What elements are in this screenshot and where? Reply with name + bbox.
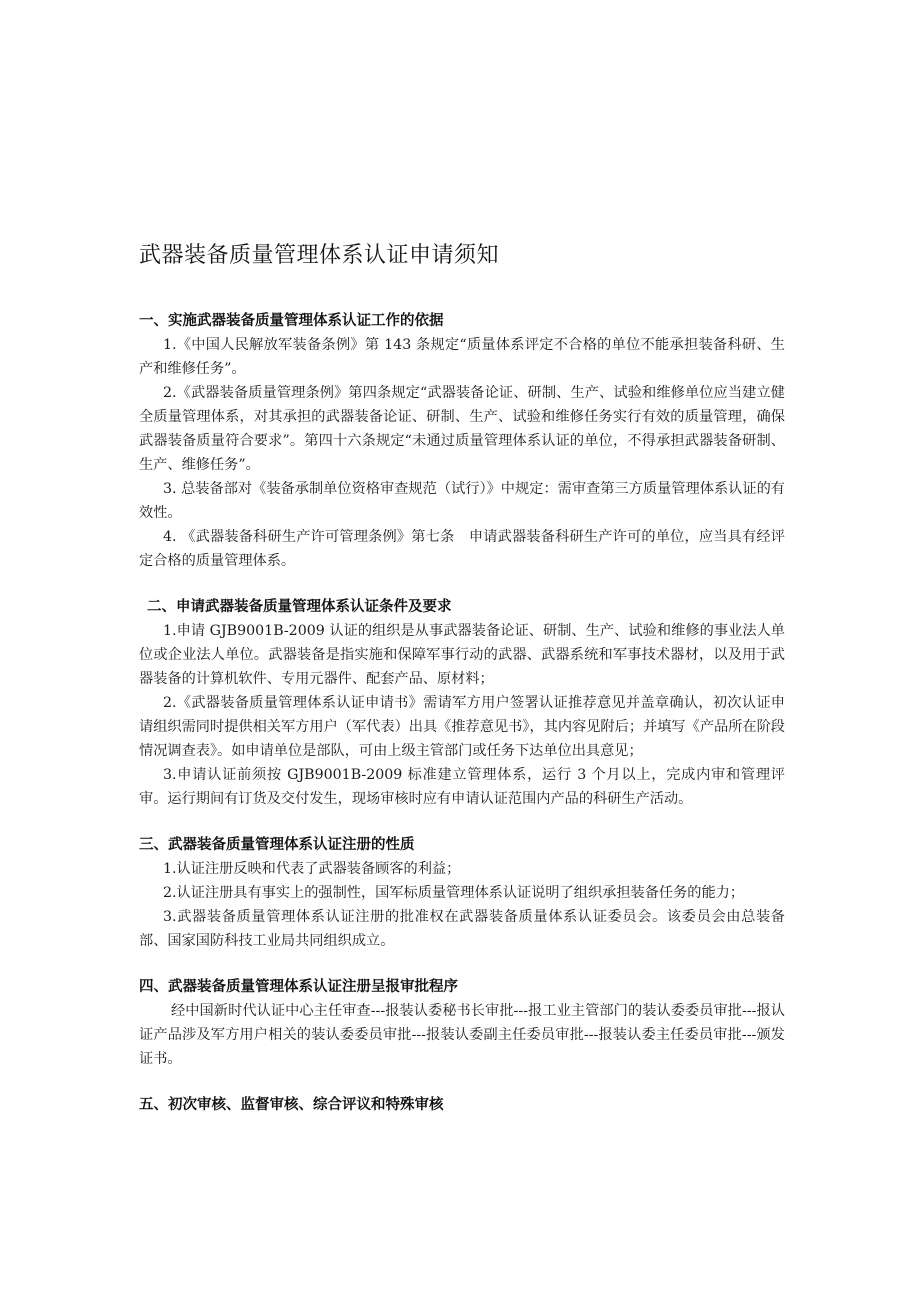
document-body: [139, 238, 785, 1139]
paragraph: 2.《武器装备质量管理体系认证申请书》需请军方用户签署认证推荐意见并盖章确认，初次认证申请组织需同时提供相关军方用户（军代表）出具《推荐意见书》，其内容见附后；并填写《产品所在阶段情况调查表》。如申请单位是部队，可由上级主管部门或任务下达单位出具意见；: [139, 695, 785, 759]
section-heading: 五、初次审核、监督审核、综合评议和特殊审核: [139, 1097, 444, 1113]
section-conditions: [139, 595, 785, 811]
paragraph: 3.武器装备质量管理体系认证注册的批准权在武器装备质量体系认证委员会。该委员会由总装备部、国家国防科技工业局共同组织成立。: [139, 909, 785, 949]
paragraph: 2.《武器装备质量管理条例》第四条规定“武器装备论证、研制、生产、试验和维修单位应当建立健全质量管理体系，对其承担的武器装备论证、研制、生产、试验和维修任务实行有效的质量管理，确保武器装备质量符合要求”。第四十六条规定“未通过质量管理体系认证的单位，不得承担武器装备研制、生产、维修任务”。: [139, 385, 785, 473]
paragraph: 4. 《武器装备科研生产许可管理条例》第七条 申请武器装备科研生产许可的单位，应当具有经评定合格的质量管理体系。: [139, 529, 785, 569]
paragraph: 1.《中国人民解放军装备条例》第 143 条规定“质量体系评定不合格的单位不能承担装备科研、生产和维修任务”。: [139, 337, 785, 377]
paragraph: 经中国新时代认证中心主任审查---报装认委秘书长审批---报工业主管部门的装认委委员审批---报认证产品涉及军方用户相关的装认委委员审批---报装认委副主任委员审批---报装认委主任委员审批---颁发证书。: [139, 1003, 785, 1067]
document-title: 武器装备质量管理体系认证申请须知: [139, 243, 500, 268]
section-approval-procedure: [139, 975, 785, 1071]
paragraph: 3.申请认证前须按 GJB9001B-2009 标准建立管理体系，运行 3 个月以上，完成内审和管理评审。运行期间有订货及交付发生，现场审核时应有申请认证范围内产品的科研生产活动。: [139, 767, 785, 807]
section-heading: 三、武器装备质量管理体系认证注册的性质: [139, 837, 415, 853]
paragraph: 1.申请 GJB9001B-2009 认证的组织是从事武器装备论证、研制、生产、试验和维修的事业法人单位或企业法人单位。武器装备是指实施和保障军事行动的武器、武器系统和军事技术器材，以及用于武器装备的计算机软件、专用元器件、配套产品、原材料；: [139, 623, 785, 687]
paragraph: 2.认证注册具有事实上的强制性，国军标质量管理体系认证说明了组织承担装备任务的能力；: [163, 885, 745, 901]
section-heading: 二、申请武器装备质量管理体系认证条件及要求: [147, 599, 452, 615]
section-audits: [139, 1093, 785, 1117]
section-heading: 一、实施武器装备质量管理体系认证工作的依据: [139, 313, 444, 329]
section-nature: [139, 833, 785, 953]
section-heading: 四、武器装备质量管理体系认证注册呈报审批程序: [139, 979, 458, 995]
section-basis: [139, 309, 785, 573]
paragraph: 3. 总装备部对《装备承制单位资格审查规范（试行）》中规定：需审查第三方质量管理体系认证的有效性。: [139, 481, 785, 521]
paragraph: 1.认证注册反映和代表了武器装备顾客的利益；: [163, 861, 461, 877]
